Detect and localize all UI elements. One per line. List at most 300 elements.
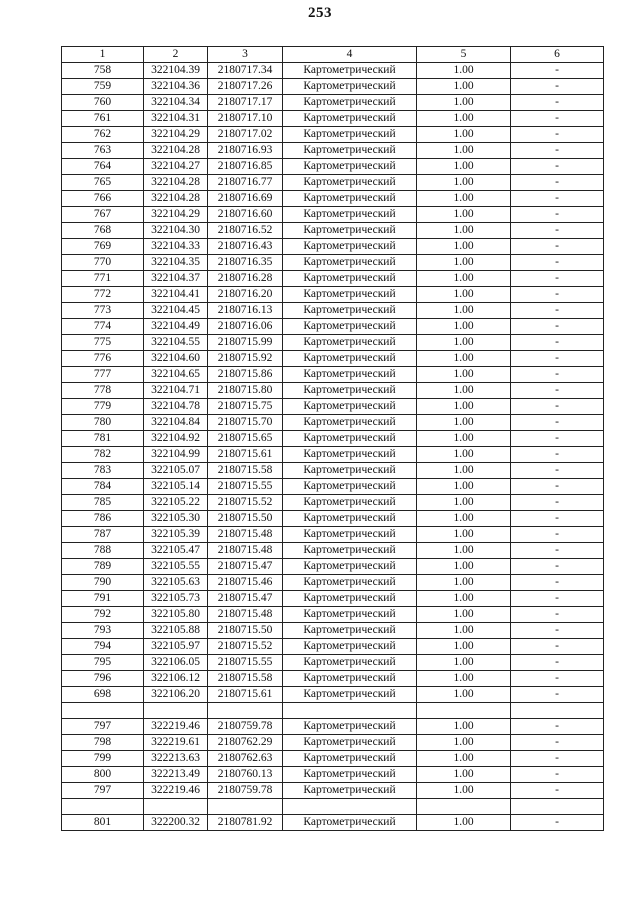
table-cell: 322219.46 — [144, 783, 208, 799]
table-cell: Картометрический — [283, 623, 417, 639]
table-cell: 2180717.10 — [208, 111, 283, 127]
table-cell: 765 — [62, 175, 144, 191]
table-cell: 1.00 — [417, 159, 511, 175]
table-cell: 322105.47 — [144, 543, 208, 559]
table-cell: 2180716.28 — [208, 271, 283, 287]
table-cell: 789 — [62, 559, 144, 575]
table-cell: 322104.39 — [144, 63, 208, 79]
table-row — [62, 783, 604, 799]
table-cell — [283, 799, 417, 815]
table-cell: 322104.28 — [144, 143, 208, 159]
table-cell: - — [511, 447, 604, 463]
column-header: 2 — [144, 47, 208, 63]
table-cell: 322104.36 — [144, 79, 208, 95]
table-cell: - — [511, 383, 604, 399]
table-cell: Картометрический — [283, 543, 417, 559]
table-cell: 1.00 — [417, 367, 511, 383]
column-header: 5 — [417, 47, 511, 63]
table-cell: 1.00 — [417, 287, 511, 303]
table-cell: 1.00 — [417, 351, 511, 367]
table-row — [62, 207, 604, 223]
table-cell: 2180716.52 — [208, 223, 283, 239]
table-cell: 2180715.92 — [208, 351, 283, 367]
table-cell: 1.00 — [417, 511, 511, 527]
table-cell: 796 — [62, 671, 144, 687]
table-cell: 1.00 — [417, 559, 511, 575]
table-row — [62, 655, 604, 671]
table-row — [62, 79, 604, 95]
table-cell: Картометрический — [283, 639, 417, 655]
table-row — [62, 383, 604, 399]
table-body — [62, 63, 604, 831]
table-cell: 2180715.50 — [208, 511, 283, 527]
table-cell: - — [511, 687, 604, 703]
table-cell: 758 — [62, 63, 144, 79]
table-cell: 1.00 — [417, 127, 511, 143]
table-cell: 322105.39 — [144, 527, 208, 543]
table-cell: Картометрический — [283, 447, 417, 463]
table-cell: Картометрический — [283, 495, 417, 511]
table-cell: 780 — [62, 415, 144, 431]
table-cell: - — [511, 463, 604, 479]
table-cell: 771 — [62, 271, 144, 287]
table-cell: - — [511, 303, 604, 319]
table-cell: Картометрический — [283, 303, 417, 319]
table-cell: 1.00 — [417, 223, 511, 239]
table-cell: 2180715.61 — [208, 447, 283, 463]
table-cell: Картометрический — [283, 687, 417, 703]
table-cell — [62, 799, 144, 815]
table-cell: - — [511, 255, 604, 271]
table-cell: 2180715.65 — [208, 431, 283, 447]
table-row — [62, 303, 604, 319]
table-cell: - — [511, 335, 604, 351]
table-row — [62, 143, 604, 159]
table-cell: 1.00 — [417, 399, 511, 415]
table-cell: 1.00 — [417, 735, 511, 751]
table-cell: 2180715.48 — [208, 543, 283, 559]
table-row — [62, 735, 604, 751]
table-cell: 2180762.63 — [208, 751, 283, 767]
table-cell: - — [511, 431, 604, 447]
table-cell: 322104.99 — [144, 447, 208, 463]
table-cell: - — [511, 591, 604, 607]
table-cell: 2180759.78 — [208, 719, 283, 735]
table-cell: 322104.49 — [144, 319, 208, 335]
table-row — [62, 367, 604, 383]
table-cell: 2180715.46 — [208, 575, 283, 591]
table-cell: 322105.55 — [144, 559, 208, 575]
table-cell: Картометрический — [283, 591, 417, 607]
table-cell: 1.00 — [417, 175, 511, 191]
table-cell: 2180715.48 — [208, 527, 283, 543]
table-cell: 797 — [62, 719, 144, 735]
table-row — [62, 575, 604, 591]
table-row — [62, 175, 604, 191]
table-row — [62, 239, 604, 255]
table-cell: 2180715.58 — [208, 463, 283, 479]
table-cell: - — [511, 527, 604, 543]
table-cell: 1.00 — [417, 783, 511, 799]
table-cell: - — [511, 783, 604, 799]
table-cell: - — [511, 655, 604, 671]
table-row — [62, 399, 604, 415]
table-cell: 785 — [62, 495, 144, 511]
table-row — [62, 703, 604, 719]
table-cell: Картометрический — [283, 223, 417, 239]
table-cell: Картометрический — [283, 335, 417, 351]
table-cell: 1.00 — [417, 479, 511, 495]
table-cell: Картометрический — [283, 79, 417, 95]
table-cell: 1.00 — [417, 447, 511, 463]
table-cell: 2180759.78 — [208, 783, 283, 799]
table-cell: Картометрический — [283, 191, 417, 207]
table-cell: 2180716.06 — [208, 319, 283, 335]
table-cell: 322104.60 — [144, 351, 208, 367]
table-cell: 2180716.60 — [208, 207, 283, 223]
table-cell — [208, 703, 283, 719]
table-cell: 759 — [62, 79, 144, 95]
table-cell: 2180717.02 — [208, 127, 283, 143]
table-cell: 322104.84 — [144, 415, 208, 431]
table-cell: 322200.32 — [144, 815, 208, 831]
table-row — [62, 799, 604, 815]
table-cell: 322104.92 — [144, 431, 208, 447]
table-cell: 1.00 — [417, 639, 511, 655]
table-cell: 774 — [62, 319, 144, 335]
table-cell: 2180716.13 — [208, 303, 283, 319]
table-row — [62, 495, 604, 511]
table-cell: - — [511, 287, 604, 303]
table-cell: Картометрический — [283, 319, 417, 335]
table-cell: - — [511, 623, 604, 639]
column-header: 3 — [208, 47, 283, 63]
table-row — [62, 431, 604, 447]
table-cell: 2180715.55 — [208, 655, 283, 671]
page-number: 253 — [308, 5, 332, 21]
table-cell: 768 — [62, 223, 144, 239]
table-cell: - — [511, 63, 604, 79]
table-cell: 322213.63 — [144, 751, 208, 767]
table-cell: 797 — [62, 783, 144, 799]
table-cell: - — [511, 351, 604, 367]
table-cell: - — [511, 415, 604, 431]
table-cell: 795 — [62, 655, 144, 671]
table-cell: 1.00 — [417, 303, 511, 319]
table-row — [62, 719, 604, 735]
table-cell — [511, 799, 604, 815]
table-cell: 2180717.26 — [208, 79, 283, 95]
table-cell: Картометрический — [283, 655, 417, 671]
table-cell: 1.00 — [417, 815, 511, 831]
table-cell: 1.00 — [417, 527, 511, 543]
table-row — [62, 767, 604, 783]
table-cell: - — [511, 815, 604, 831]
table-cell: 322104.35 — [144, 255, 208, 271]
table-cell: Картометрический — [283, 767, 417, 783]
table-cell: 2180716.69 — [208, 191, 283, 207]
table-cell: 783 — [62, 463, 144, 479]
table-cell: 1.00 — [417, 687, 511, 703]
table-cell: 322105.88 — [144, 623, 208, 639]
table-cell: 1.00 — [417, 463, 511, 479]
table-cell: - — [511, 479, 604, 495]
table-cell: 322106.05 — [144, 655, 208, 671]
table-cell: 1.00 — [417, 655, 511, 671]
column-header: 1 — [62, 47, 144, 63]
table-row — [62, 511, 604, 527]
table-row — [62, 527, 604, 543]
table-row — [62, 607, 604, 623]
table-cell: 2180717.17 — [208, 95, 283, 111]
table-row — [62, 223, 604, 239]
table-cell: - — [511, 223, 604, 239]
table-cell: 322104.28 — [144, 191, 208, 207]
table-cell: 322219.46 — [144, 719, 208, 735]
table-cell: Картометрический — [283, 751, 417, 767]
table-cell: 2180715.55 — [208, 479, 283, 495]
table-cell — [208, 799, 283, 815]
table-cell: 777 — [62, 367, 144, 383]
table-row — [62, 191, 604, 207]
table-cell: 2180715.99 — [208, 335, 283, 351]
table-cell: 322104.34 — [144, 95, 208, 111]
table-row — [62, 111, 604, 127]
table-cell: 1.00 — [417, 335, 511, 351]
table-row — [62, 639, 604, 655]
table-cell: 2180715.47 — [208, 559, 283, 575]
table-cell: Картометрический — [283, 559, 417, 575]
table-row — [62, 447, 604, 463]
table-cell: 2180715.47 — [208, 591, 283, 607]
table-cell: Картометрический — [283, 735, 417, 751]
table-cell: 322106.12 — [144, 671, 208, 687]
table-cell: 1.00 — [417, 719, 511, 735]
table-cell: 322104.41 — [144, 287, 208, 303]
table-cell: - — [511, 79, 604, 95]
table-cell: 1.00 — [417, 143, 511, 159]
table-cell: - — [511, 767, 604, 783]
table-cell: 2180781.92 — [208, 815, 283, 831]
table-cell: - — [511, 607, 604, 623]
table-cell: 322104.45 — [144, 303, 208, 319]
table-cell: 788 — [62, 543, 144, 559]
table-cell: 1.00 — [417, 383, 511, 399]
table-cell: 798 — [62, 735, 144, 751]
table-cell: - — [511, 319, 604, 335]
table-cell: 322105.30 — [144, 511, 208, 527]
table-row — [62, 287, 604, 303]
table-cell: 1.00 — [417, 431, 511, 447]
table-cell — [144, 703, 208, 719]
table-cell: 2180716.35 — [208, 255, 283, 271]
table-cell: 1.00 — [417, 623, 511, 639]
table-cell: 2180715.70 — [208, 415, 283, 431]
table-cell: - — [511, 127, 604, 143]
table-cell: 766 — [62, 191, 144, 207]
table-cell: 322105.97 — [144, 639, 208, 655]
table-row — [62, 687, 604, 703]
table-row — [62, 463, 604, 479]
table-cell: Картометрический — [283, 175, 417, 191]
table-row — [62, 543, 604, 559]
table-row — [62, 559, 604, 575]
table-cell: 2180716.93 — [208, 143, 283, 159]
table-cell: Картометрический — [283, 367, 417, 383]
table-cell: 322104.28 — [144, 175, 208, 191]
table-cell: - — [511, 111, 604, 127]
table-cell: 772 — [62, 287, 144, 303]
table-cell: 776 — [62, 351, 144, 367]
table-cell: - — [511, 207, 604, 223]
table-cell: 1.00 — [417, 63, 511, 79]
table-cell: Картометрический — [283, 351, 417, 367]
table-cell — [417, 703, 511, 719]
table-cell: 322219.61 — [144, 735, 208, 751]
table-cell: Картометрический — [283, 239, 417, 255]
table-cell: - — [511, 671, 604, 687]
table-cell: 2180715.80 — [208, 383, 283, 399]
table-cell: 322104.30 — [144, 223, 208, 239]
table-cell: 1.00 — [417, 607, 511, 623]
table-row — [62, 271, 604, 287]
table-cell: - — [511, 575, 604, 591]
table-cell: 792 — [62, 607, 144, 623]
table-cell: Картометрический — [283, 415, 417, 431]
table-row — [62, 671, 604, 687]
table-cell: 322104.71 — [144, 383, 208, 399]
table-cell: - — [511, 751, 604, 767]
table-cell: 2180715.58 — [208, 671, 283, 687]
table-cell: 2180715.75 — [208, 399, 283, 415]
table-cell: 784 — [62, 479, 144, 495]
table-cell: 1.00 — [417, 191, 511, 207]
table-cell: 322105.73 — [144, 591, 208, 607]
table-cell: 1.00 — [417, 767, 511, 783]
table-cell: Картометрический — [283, 383, 417, 399]
table-cell: 801 — [62, 815, 144, 831]
table-cell: - — [511, 543, 604, 559]
table-cell: 322104.78 — [144, 399, 208, 415]
table-cell: - — [511, 399, 604, 415]
table-cell: Картометрический — [283, 143, 417, 159]
table-cell: - — [511, 735, 604, 751]
table-cell: Картометрический — [283, 63, 417, 79]
table-cell: Картометрический — [283, 127, 417, 143]
table-cell: 1.00 — [417, 79, 511, 95]
table-row — [62, 591, 604, 607]
table-cell: 2180760.13 — [208, 767, 283, 783]
table-cell: 322104.37 — [144, 271, 208, 287]
table-cell: 698 — [62, 687, 144, 703]
table-cell: Картометрический — [283, 527, 417, 543]
table-cell: - — [511, 191, 604, 207]
table-cell: - — [511, 639, 604, 655]
table-row — [62, 319, 604, 335]
table-cell: 2180715.52 — [208, 639, 283, 655]
table-row — [62, 751, 604, 767]
table-cell: 791 — [62, 591, 144, 607]
table-cell: 1.00 — [417, 751, 511, 767]
table-cell: Картометрический — [283, 207, 417, 223]
table-cell: Картометрический — [283, 815, 417, 831]
table-cell: 779 — [62, 399, 144, 415]
table-cell — [417, 799, 511, 815]
table-row — [62, 351, 604, 367]
table-cell: - — [511, 367, 604, 383]
table-cell: 794 — [62, 639, 144, 655]
table-cell: Картометрический — [283, 479, 417, 495]
table-cell: - — [511, 239, 604, 255]
table-row — [62, 63, 604, 79]
table-cell: 760 — [62, 95, 144, 111]
table-cell: 787 — [62, 527, 144, 543]
table-cell — [62, 703, 144, 719]
column-header: 6 — [511, 47, 604, 63]
table-row — [62, 479, 604, 495]
table-cell: - — [511, 559, 604, 575]
table-cell — [283, 703, 417, 719]
column-header: 4 — [283, 47, 417, 63]
table-cell: 775 — [62, 335, 144, 351]
table-cell: 767 — [62, 207, 144, 223]
table-cell: Картометрический — [283, 287, 417, 303]
table-cell: 2180716.20 — [208, 287, 283, 303]
table-header-row — [62, 47, 604, 63]
table-cell: 1.00 — [417, 575, 511, 591]
table-cell: - — [511, 511, 604, 527]
table-cell: 322104.33 — [144, 239, 208, 255]
table-cell: Картометрический — [283, 111, 417, 127]
table-cell: - — [511, 719, 604, 735]
table-row — [62, 159, 604, 175]
table-cell: 1.00 — [417, 495, 511, 511]
table-cell: 1.00 — [417, 207, 511, 223]
table-row — [62, 335, 604, 351]
table-cell: Картометрический — [283, 671, 417, 687]
table-row — [62, 127, 604, 143]
table-cell: 322104.29 — [144, 127, 208, 143]
table-cell: Картометрический — [283, 719, 417, 735]
table-cell: 782 — [62, 447, 144, 463]
table-cell — [511, 703, 604, 719]
table-cell: 322106.20 — [144, 687, 208, 703]
table-cell: 781 — [62, 431, 144, 447]
table-cell: 322104.31 — [144, 111, 208, 127]
table-cell: 773 — [62, 303, 144, 319]
table-cell: 322104.27 — [144, 159, 208, 175]
table-cell: 2180715.61 — [208, 687, 283, 703]
table-cell: 2180715.52 — [208, 495, 283, 511]
table-cell — [144, 799, 208, 815]
table-cell: 769 — [62, 239, 144, 255]
table-row — [62, 95, 604, 111]
table-row — [62, 415, 604, 431]
table-cell: 322105.22 — [144, 495, 208, 511]
table-cell: 1.00 — [417, 111, 511, 127]
table-cell: Картометрический — [283, 511, 417, 527]
coordinates-table — [61, 46, 604, 831]
table-cell: 761 — [62, 111, 144, 127]
table-cell: 322105.07 — [144, 463, 208, 479]
table-row — [62, 255, 604, 271]
table-cell: Картометрический — [283, 575, 417, 591]
table-cell: 1.00 — [417, 319, 511, 335]
table-cell: 786 — [62, 511, 144, 527]
table-cell: 2180716.77 — [208, 175, 283, 191]
table-cell: 2180717.34 — [208, 63, 283, 79]
table-cell: 764 — [62, 159, 144, 175]
